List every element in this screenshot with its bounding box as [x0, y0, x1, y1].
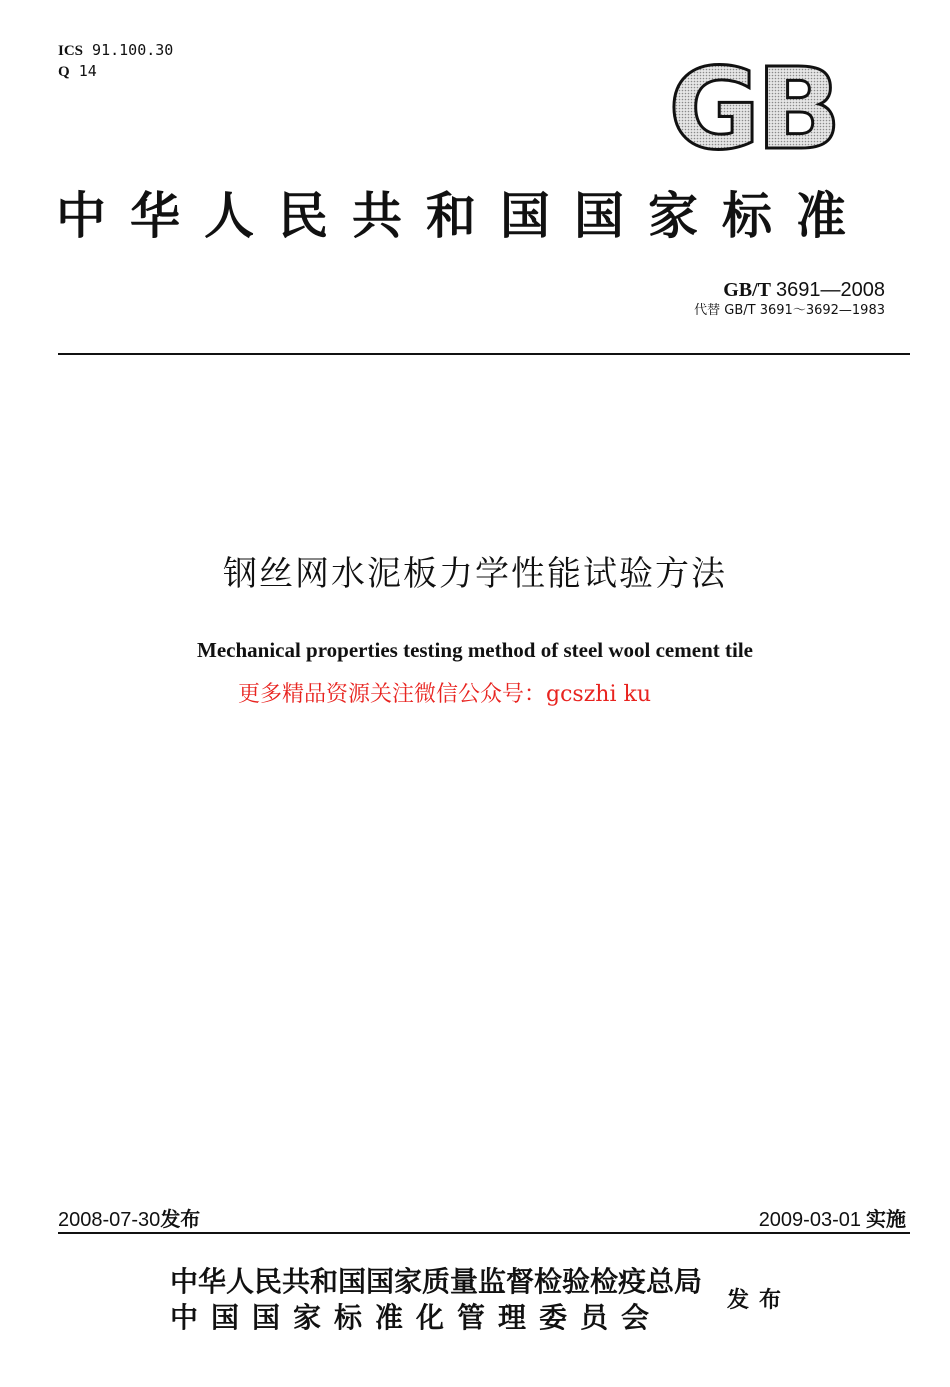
ics-line [58, 40, 173, 61]
gb-logo [648, 56, 858, 160]
issuer-line-2: 中国国家标准化管理委员会 [170, 1301, 663, 1334]
standard-number [723, 278, 885, 302]
issuer-line-1: 中华人民共和国国家质量监督检验检疫总局 [170, 1265, 703, 1298]
top-divider [58, 353, 910, 355]
document-title-english: Mechanical properties testing method of steel wool cement tile [197, 638, 753, 662]
gb-logo-text: GB [668, 56, 838, 160]
document-title-chinese: 钢丝网水泥板力学性能试验方法 [223, 554, 727, 594]
ccs-value: 14 [78, 62, 97, 80]
replaces-standard: 代替 GB/T 3691～3692—1983 [694, 303, 885, 318]
ics-value: 91.100.30 [92, 41, 174, 59]
implementation-date-block [759, 1206, 906, 1233]
standard-prefix: GB/T [723, 279, 772, 301]
promo-watermark-text: 更多精品资源关注微信公众号：gcszhi ku [238, 682, 651, 707]
issue-label: 发布 [160, 1207, 201, 1231]
national-standard-title: 中华人民共和国国家标准 [56, 187, 870, 245]
implementation-date: 2009-03-01 [758, 1209, 861, 1231]
ccs-line [58, 61, 173, 82]
ics-label: ICS [58, 43, 84, 59]
issue-date: 2008-07-30 [58, 1209, 161, 1231]
publish-label: 发布 [727, 1288, 792, 1313]
implementation-label: 实施 [866, 1207, 906, 1231]
classification-codes [58, 40, 173, 82]
standard-number-value: 3691—2008 [776, 279, 885, 301]
issue-date-block [58, 1206, 200, 1233]
ccs-label: Q [58, 64, 70, 80]
bottom-divider [58, 1232, 910, 1234]
